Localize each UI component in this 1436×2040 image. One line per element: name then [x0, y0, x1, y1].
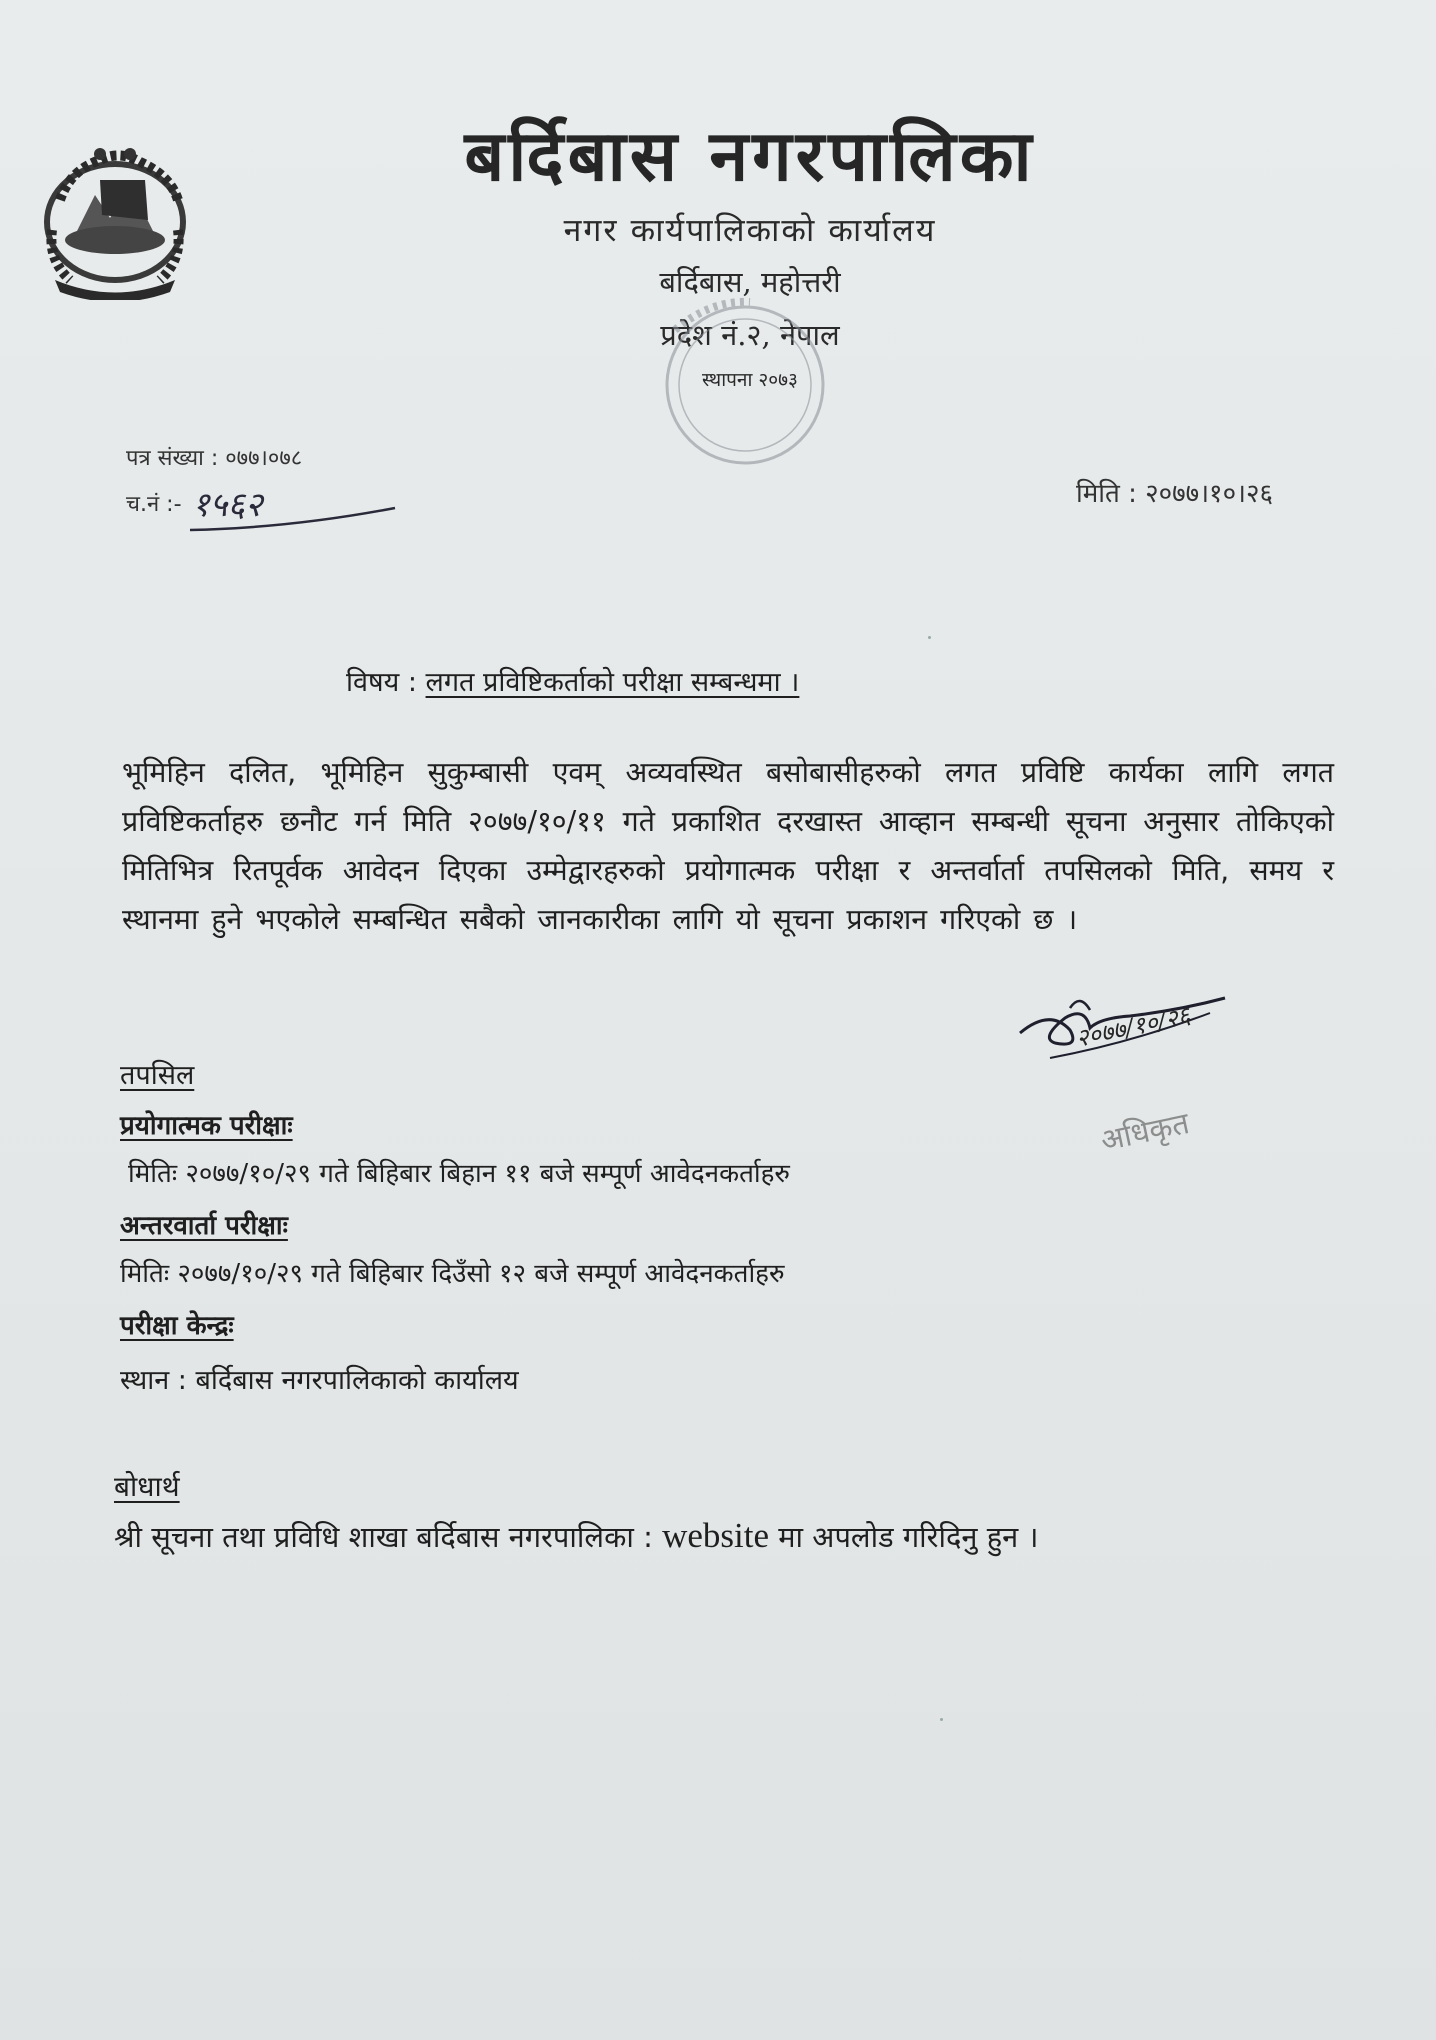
exam-center-details: स्थान : बर्दिबास नगरपालिकाको कार्यालय [120, 1365, 519, 1396]
letter-date: मिति : २०७७।१०।२६ [1076, 479, 1273, 509]
interview-details: मितिः २०७७/१०/२९ गते बिहिबार दिउँसो १२ बजे सम्पूर्ण आवेदनकर्ताहरु [120, 1259, 785, 1289]
nepal-emblem-logo [30, 140, 200, 300]
signature-date: २०७७/१०/२६ [1073, 1001, 1193, 1053]
schedule-heading: तपसिल [120, 1060, 195, 1091]
paper-speck [928, 636, 931, 639]
officer-stamp: अधिकृत [1097, 1106, 1193, 1159]
office-province: प्रदेश नं.२, नेपाल [660, 318, 840, 352]
cc-website-word: website [662, 1516, 769, 1555]
dispatch-number-handwritten [180, 478, 400, 538]
exam-center-heading: परीक्षा केन्द्रः [120, 1311, 234, 1341]
cc-recipient-suffix: मा अपलोड गरिदिनु हुन । [778, 1520, 1039, 1554]
cc-heading: बोधार्थ [114, 1470, 180, 1503]
dispatch-number-label: च.नं :- [126, 492, 182, 517]
subject-label: विषय : [346, 667, 417, 698]
subject-line [346, 662, 799, 699]
notice-body: भूमिहिन दलित, भूमिहिन सुकुम्बासी एवम् अव्यवस्थित बसोबासीहरुको लगत प्रविष्टि कार्यका लागि लगत प्रविष्टिकर्ताहरु छनौट गर्न मिति २०७७/१०/११ गते प्रकाशित दरखास्त आव्हान सम्बन्धी सूचना अनुसार तोकिएको मितिभित्र रितपूर्वक आवेदन दिएका उम्मेद्वारहरुको प्रयोगात्मक परीक्षा र अन्तर्वार्ता तपसिलको मिति, समय र स्थानमा हुने भएकोले सम्बन्धित सबैको जानकारीका लागि यो सूचना प्रकाशन गरिएको छ । [122, 756, 1334, 936]
practical-exam-heading: प्रयोगात्मक परीक्षाः [120, 1111, 293, 1141]
interview-heading: अन्तरवार्ता परीक्षाः [120, 1211, 288, 1241]
office-stamp [615, 290, 865, 510]
cc-recipient-prefix: श्री सूचना तथा प्रविधि शाखा बर्दिबास नगरपालिका : [114, 1520, 653, 1554]
letter-number: पत्र संख्या : ०७७।०७८ [126, 446, 303, 471]
practical-exam-details: मितिः २०७७/१०/२९ गते बिहिबार बिहान ११ बजे सम्पूर्ण आवेदनकर्ताहरु [128, 1159, 790, 1189]
subject-text: लगत प्रविष्टिकर्ताको परीक्षा सम्बन्धमा । [425, 667, 800, 698]
municipality-title: बर्दिबास नगरपालिका [464, 114, 1036, 197]
svg-text:१५६२: १५६२ [192, 485, 263, 525]
paper-speck [940, 1718, 943, 1721]
cc-recipient [114, 1516, 1038, 1556]
established-year: स्थापना २०७३ [702, 369, 798, 391]
office-address: बर्दिबास, महोत्तरी [659, 265, 841, 299]
office-name: नगर कार्यपालिकाको कार्यालय [563, 211, 937, 249]
